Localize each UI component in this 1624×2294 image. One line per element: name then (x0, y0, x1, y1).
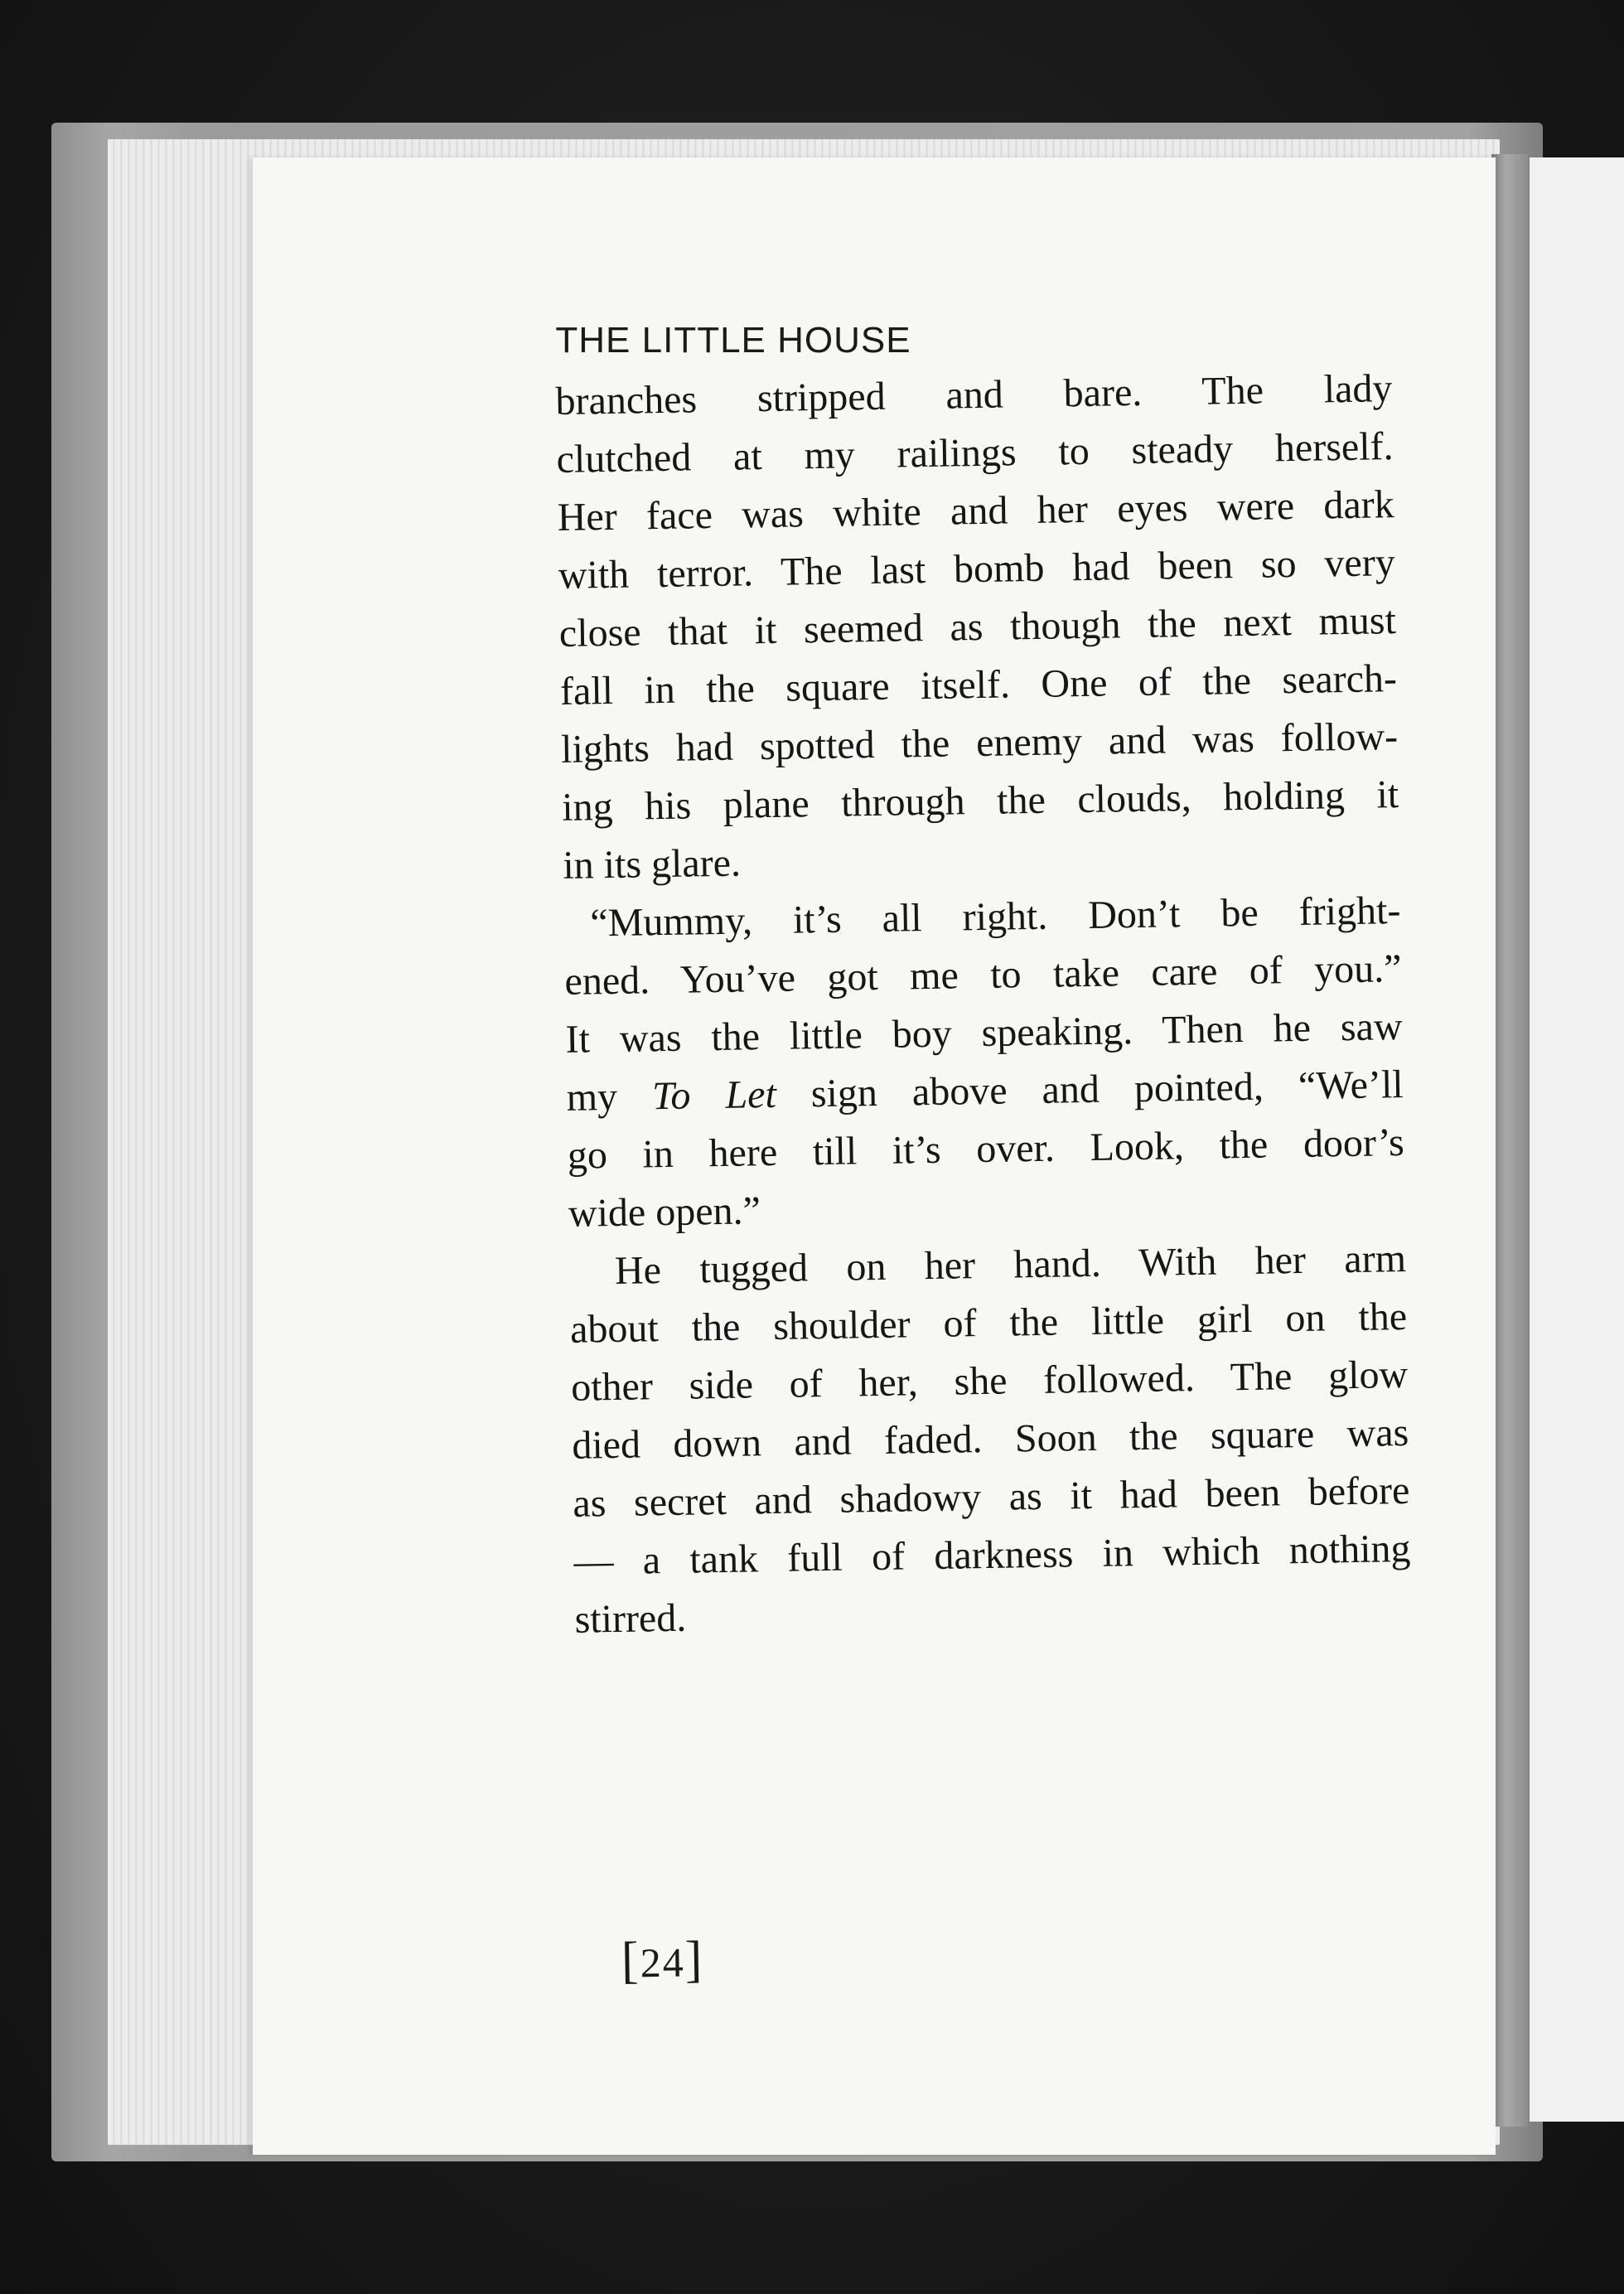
text-line: other side of her, she followed. The glow (570, 1352, 1409, 1410)
italic-title: To Let (651, 1072, 777, 1119)
text-line: close that it seemed as though the next must (558, 598, 1397, 656)
text-line: — a tank full of darkness in which nothing (573, 1526, 1411, 1584)
page-number: [24] (621, 1931, 704, 1989)
paragraph-3 (568, 1230, 1412, 1649)
text-line: ened. You’ve got me to take care of you.” (564, 946, 1402, 1004)
text-line: “Mummy, it’s all right. Don’t be fright- (590, 888, 1401, 946)
text-line: fall in the square itself. One of the search- (559, 656, 1398, 714)
text-line: ing his plane through the clouds, holding it (561, 772, 1399, 830)
text-line: as secret and shadowy as it had been before (573, 1468, 1410, 1526)
book-page (253, 157, 1496, 2155)
text-fragment: sign above and pointed, “We’ll (776, 1062, 1404, 1116)
text-line: with terror. The last bomb had been so very (558, 540, 1396, 598)
text-line: go in here till it’s over. Look, the door’s (567, 1120, 1405, 1178)
text-line: in its glare. (562, 840, 742, 888)
facing-page-edge (1530, 157, 1624, 2122)
paragraph-2 (563, 882, 1405, 1243)
body-text (555, 360, 1412, 1649)
text-line: died down and faded. Soon the square was (571, 1410, 1409, 1468)
paragraph-1 (555, 360, 1400, 895)
text-line: branches stripped and bare. The lady (555, 366, 1393, 423)
running-head: THE LITTLE HOUSE (555, 320, 911, 361)
text-fragment: my (566, 1074, 653, 1120)
text-line: stirred. (574, 1595, 687, 1642)
text-line: about the shoulder of the little girl on the (569, 1294, 1408, 1352)
text-line: wide open.” (568, 1188, 761, 1236)
text-line: He tugged on her hand. With her arm (614, 1237, 1407, 1293)
text-line: clutched at my railings to steady herself. (556, 424, 1394, 482)
text-line: It was the little boy speaking. Then he saw (565, 1004, 1403, 1062)
text-line: lights had spotted the enemy and was follow- (560, 714, 1399, 772)
text-line: Her face was white and her eyes were dark (557, 482, 1395, 540)
page-number-value: 24 (640, 1938, 686, 1987)
gutter-shadow (1491, 154, 1528, 2127)
